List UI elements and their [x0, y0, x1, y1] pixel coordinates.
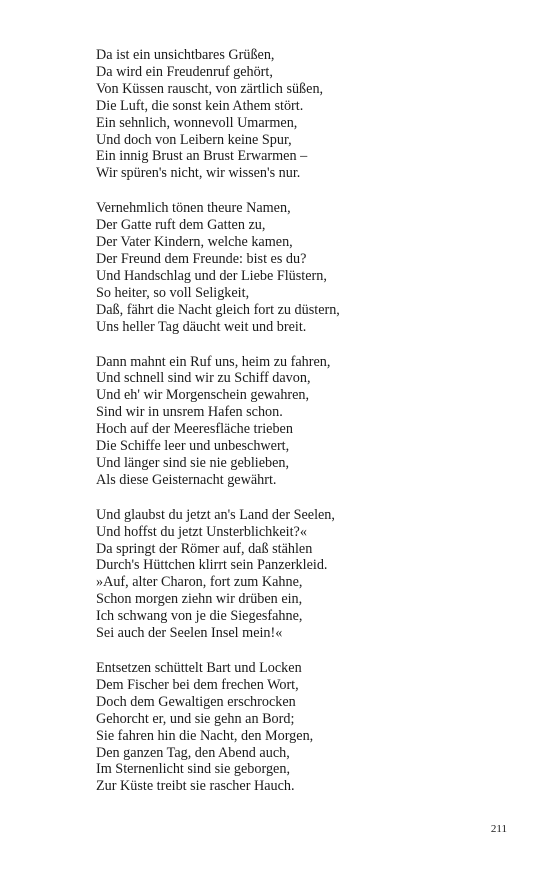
page-number: 211	[490, 823, 507, 835]
poem-line: Dem Fischer bei dem frechen Wort,	[96, 676, 299, 693]
stanza-4	[96, 507, 496, 642]
poem-line: »Auf, alter Charon, fort zum Kahne,	[96, 574, 303, 591]
poem-line: Ein innig Brust an Brust Erwarmen –	[96, 148, 308, 165]
poem-line: Dann mahnt ein Ruf uns, heim zu fahren,	[96, 353, 331, 370]
poem-line: Doch dem Gewaltigen erschrocken	[96, 693, 296, 710]
poem-line: Und schnell sind wir zu Schiff davon,	[96, 370, 311, 387]
stanza-1	[96, 47, 496, 182]
poem-line: Da wird ein Freudenruf gehört,	[96, 63, 273, 80]
poem-line: Und länger sind sie nie geblieben,	[96, 454, 290, 471]
poem-line: Sind wir in unsrem Hafen schon.	[96, 404, 283, 421]
poem-line: Und hoffst du jetzt Unsterblichkeit?«	[96, 523, 307, 540]
poem-line: Die Schiffe leer und unbeschwert,	[96, 438, 290, 455]
poem-line: Da springt der Römer auf, daß stählen	[96, 540, 313, 557]
poem-line: Entsetzen schüttelt Bart und Locken	[96, 660, 302, 676]
poem-line: Der Gatte ruft dem Gatten zu,	[96, 217, 266, 234]
poem-line: Als diese Geisternacht gewährt.	[96, 471, 277, 488]
poem-line: So heiter, so voll Seligkeit,	[96, 284, 250, 301]
stanza-3	[96, 354, 496, 489]
poem-line: Da ist ein unsichtbares Grüßen,	[96, 47, 275, 63]
poem-line: Vernehmlich tönen theure Namen,	[96, 200, 291, 217]
poem-line: Daß, fährt die Nacht gleich fort zu düstern,	[96, 301, 340, 318]
stanza-5	[96, 660, 496, 795]
poem-line: Die Luft, die sonst kein Athem stört.	[96, 97, 304, 114]
poem-line: Den ganzen Tag, den Abend auch,	[96, 744, 290, 761]
poem-line: Ich schwang von je die Siegesfahne,	[96, 608, 303, 625]
poem-line: Zur Küste treibt sie rascher Hauch.	[96, 778, 295, 795]
poem-line: Uns heller Tag däucht weit und breit.	[96, 318, 307, 335]
poem-line: Und eh' wir Morgenschein gewahren,	[96, 387, 310, 404]
poem-line: Und doch von Leibern keine Spur,	[96, 131, 292, 148]
poem-line: Der Vater Kindern, welche kamen,	[96, 234, 293, 251]
poem-line: Wir spüren's nicht, wir wissen's nur.	[96, 165, 301, 182]
poem-line: Ein sehnlich, wonnevoll Umarmen,	[96, 114, 298, 131]
poem-text	[96, 47, 496, 813]
poem-line: Sie fahren hin die Nacht, den Morgen,	[96, 727, 314, 744]
poem-line: Im Sternenlicht sind sie geborgen,	[96, 761, 290, 778]
poem-line: Durch's Hüttchen klirrt sein Panzerkleid.	[96, 557, 328, 574]
stanza-2	[96, 200, 496, 335]
poem-line: Schon morgen ziehn wir drüben ein,	[96, 591, 303, 608]
poem-line: Gehorcht er, und sie gehn an Bord;	[96, 710, 295, 727]
poem-line: Und glaubst du jetzt an's Land der Seelen,	[96, 506, 335, 523]
poem-line: Und Handschlag und der Liebe Flüstern,	[96, 267, 327, 284]
poem-line: Der Freund dem Freunde: bist es du?	[96, 250, 307, 267]
poem-line: Sei auch der Seelen Insel mein!«	[96, 625, 283, 642]
poem-line: Hoch auf der Meeresfläche trieben	[96, 421, 293, 438]
poem-line: Von Küssen rauscht, von zärtlich süßen,	[96, 80, 324, 97]
